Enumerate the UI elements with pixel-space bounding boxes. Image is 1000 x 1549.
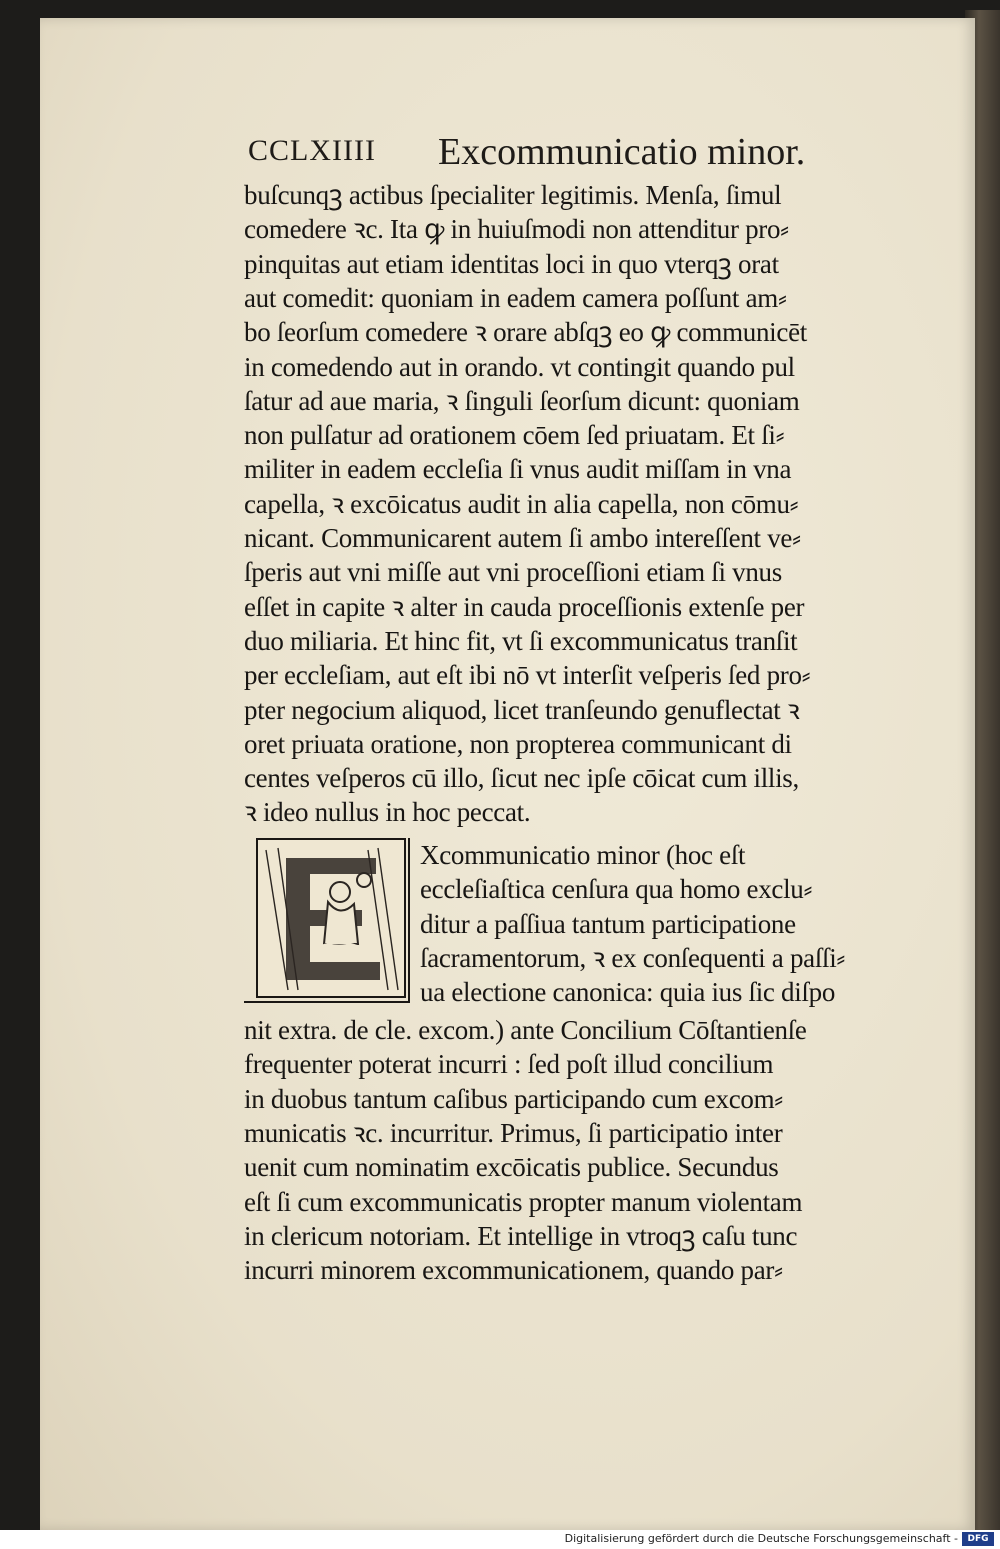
- running-title: Excommunicatio minor.: [438, 131, 806, 173]
- text-line: nicant. Communicarent autem ſi ambo intereſſent ve⸗: [244, 523, 801, 553]
- text-line: in clericum notoriam. Et intellige in vtroqꝫ caſu tunc: [244, 1220, 798, 1251]
- text-line: centes veſperos cū illo, ſicut nec ipſe cōicat cum illis,: [244, 763, 799, 794]
- text-line: ua electione canonica: quia ius ſic diſpo: [420, 977, 836, 1008]
- folio-number: CCLXIIII: [248, 134, 376, 167]
- dfg-logo: DFG: [962, 1532, 994, 1546]
- text-line: eſſet in capite ꝛ alter in cauda proceſſionis extenſe per: [244, 591, 805, 622]
- text-line: capella, ꝛ excōicatus audit in alia capella, non cōmu⸗: [244, 488, 799, 519]
- text-line: frequenter poterat incurri : ſed poſt illud concilium: [244, 1049, 774, 1080]
- initial-e-illustration: [258, 840, 404, 996]
- decorated-initial: [256, 838, 406, 998]
- text-line: eſt ſi cum excommunicatis propter manum violentam: [244, 1186, 803, 1217]
- text-line: uenit cum nominatim excōicatis publice. Secundus: [244, 1152, 779, 1183]
- text-line: militer in eadem eccleſia ſi vnus audit miſſam in vna: [244, 454, 792, 485]
- text-line: buſcunqꝫ actibus ſpecialiter legitimis. Menſa, ſimul: [244, 180, 782, 210]
- text-line: incurri minorem excommunicationem, quando par⸗: [244, 1255, 783, 1286]
- text-line: comedere ꝛc. Ita ꝙ in huiuſmodi non attenditur pro⸗: [244, 214, 789, 245]
- text-line: ſatur ad aue maria, ꝛ ſinguli ſeorſum dicunt: quoniam: [244, 385, 800, 416]
- initial-frame-rule-right: [408, 838, 410, 1003]
- text-line: non pulſatur ad orationem cōem ſed priuatam. Et ſi⸗: [244, 420, 785, 451]
- text-line: ditur a paſſiua tantum participatione: [420, 908, 796, 939]
- text-line: per eccleſiam, aut eſt ibi nō vt interſit veſperis ſed pro⸗: [244, 660, 811, 691]
- text-line: municatis ꝛc. incurritur. Primus, ſi participatio inter: [244, 1117, 783, 1148]
- initial-frame-rule-bottom: [244, 1001, 410, 1003]
- text-line: nit extra. de cle. excom.) ante Concilium Cōſtantienſe: [244, 1015, 807, 1045]
- text-line: aut comedit: quoniam in eadem camera poſſunt am⸗: [244, 282, 787, 313]
- text-line: in comedendo aut in orando. vt contingit quando pul: [244, 351, 795, 382]
- text-line: ꝛ ideo nullus in hoc peccat.: [244, 797, 531, 828]
- text-line: bo ſeorſum comedere ꝛ orare abſqꝫ eo ꝙ communicēt: [244, 317, 807, 348]
- text-line: in duobus tantum caſibus participando cum excom⸗: [244, 1083, 783, 1114]
- digitization-footer: [0, 1530, 1000, 1549]
- page-header: [248, 131, 888, 174]
- text-line: pinquitas aut etiam identitas loci in quo vterqꝫ orat: [244, 248, 779, 279]
- footer-credit: Digitalisierung gefördert durch die Deutsche Forschungsgemeinschaft -: [564, 1532, 958, 1545]
- text-line: pter negocium aliquod, licet tranſeundo genuflectat ꝛ: [244, 694, 800, 725]
- text-line: duo miliaria. Et hinc fit, vt ſi excommunicatus tranſit: [244, 625, 798, 656]
- text-line: eccleſiaſtica cenſura qua homo exclu⸗: [420, 874, 813, 905]
- text-line: ſacramentorum, ꝛ ex conſequenti a paſſi⸗: [420, 942, 846, 973]
- text-line: ſperis aut vni miſſe aut vni proceſſioni etiam ſi vnus: [244, 557, 782, 588]
- text-line: Xcommunicatio minor (hoc eſt: [420, 840, 746, 870]
- text-line: oret priuata oratione, non propterea communicant di: [244, 728, 792, 759]
